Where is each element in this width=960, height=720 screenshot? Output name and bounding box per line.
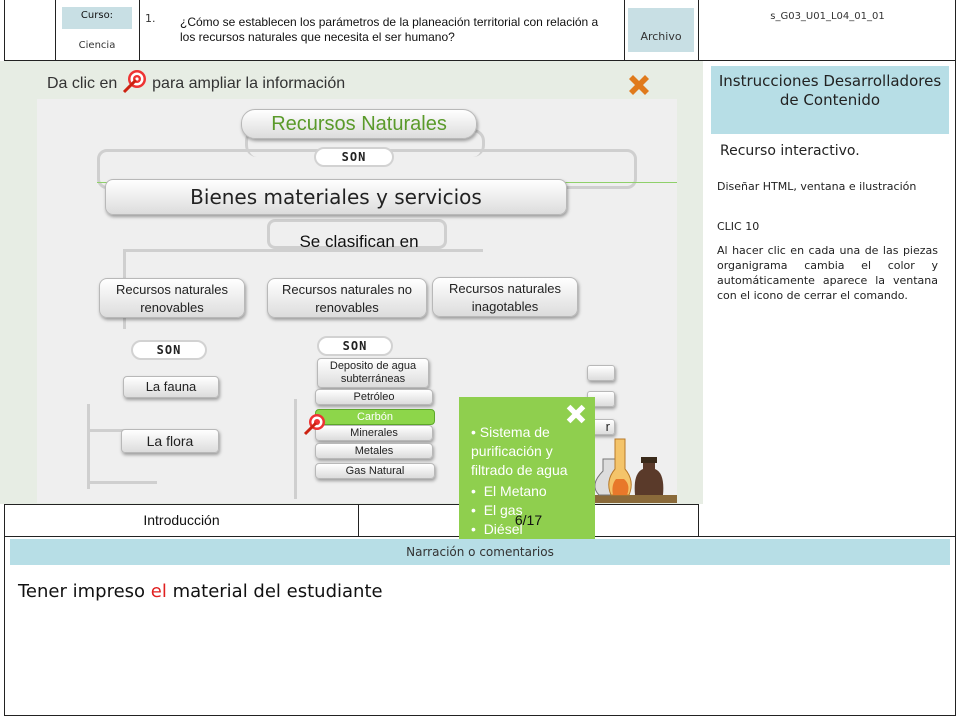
popup-item: • Diésel (471, 521, 523, 537)
connector (87, 481, 157, 484)
hint-text (47, 74, 345, 94)
item-deposito-agua[interactable]: Deposito de agua subterráneas (317, 358, 429, 388)
narration-bar: Narración o comentarios (10, 539, 950, 565)
connector (87, 404, 90, 489)
item-gas-natural[interactable]: Gas Natural (315, 463, 435, 479)
instructions-subtitle: Recurso interactivo. (720, 143, 860, 159)
cursor-target-icon (303, 412, 327, 436)
question-text: ¿Cómo se establecen los parámetros de la planeación territorial con relación a los recursos naturales que necesita el ser humano? (180, 15, 599, 44)
popup-item: • El Metano (471, 483, 547, 499)
item-carbon[interactable]: Carbón (315, 409, 435, 425)
category-renovables[interactable]: Recursos naturales renovables (99, 278, 245, 318)
page-counter: 6/17 (514, 512, 543, 528)
popup-item: • Sistema de purificación y filtrado de agua (471, 424, 568, 478)
hint-after: para ampliar la información (152, 75, 346, 93)
item-minerales[interactable]: Minerales (315, 425, 433, 441)
item-la-flora[interactable]: La flora (121, 429, 219, 453)
bullet: • (471, 483, 484, 499)
son-label-2: SON (131, 340, 207, 360)
hint-before: Da clic en (47, 75, 118, 93)
son-label-1: SON (314, 147, 394, 167)
item-petroleo[interactable]: Petróleo (315, 389, 433, 405)
col-sep-3 (624, 0, 625, 61)
close-icon[interactable] (625, 71, 653, 99)
bullet: • (471, 521, 484, 537)
instructions-p2: CLIC 10 (717, 220, 760, 233)
question-number: 1. (145, 12, 156, 25)
target-icon (122, 74, 148, 94)
clasifican-label: Se clasifican en (299, 232, 419, 251)
bullet: • (471, 424, 480, 440)
item-la-fauna[interactable]: La fauna (123, 376, 219, 398)
archivo-label: Archivo (628, 8, 694, 52)
item-metales[interactable]: Metales (315, 443, 433, 459)
section-name: Introducción (143, 512, 220, 528)
category-inagotables[interactable]: Recursos naturales inagotables (432, 277, 578, 317)
inagotables-item-partial[interactable] (587, 365, 615, 381)
map-title[interactable]: Recursos Naturales (241, 109, 477, 139)
instructions-title: Instrucciones Desarrolladores de Contenido (711, 66, 949, 134)
bienes-node[interactable]: Bienes materiales y servicios (105, 179, 567, 215)
col-sep-2 (139, 0, 140, 61)
bullet: • (471, 502, 484, 518)
lab-flasks-illustration (585, 419, 677, 503)
category-no-renovables[interactable]: Recursos naturales no renovables (267, 278, 427, 318)
frame-right (955, 0, 956, 716)
instructions-p1: Diseñar HTML, ventana e ilustración (717, 180, 917, 193)
resource-code: s_G03_U01_L04_01_01 (770, 11, 885, 22)
frame-bottom (4, 715, 956, 716)
popup-item: • El gas (471, 502, 523, 518)
curso-value: Ciencia (78, 40, 116, 51)
narration-highlight: el (150, 581, 167, 602)
instructions-p3: Al hacer clic en cada una de las piezas organigrama cambia el color y automáticamente aparece la ventana con el icono de cerrar el comando. (717, 244, 938, 302)
narration-text: Tener impreso el material del estudiante (18, 581, 383, 602)
son-label-3: SON (317, 336, 393, 356)
inagotables-item-partial[interactable]: r (587, 419, 615, 435)
curso-label: Curso: (62, 7, 132, 29)
connector (294, 399, 297, 499)
col-sep-1 (55, 0, 56, 61)
